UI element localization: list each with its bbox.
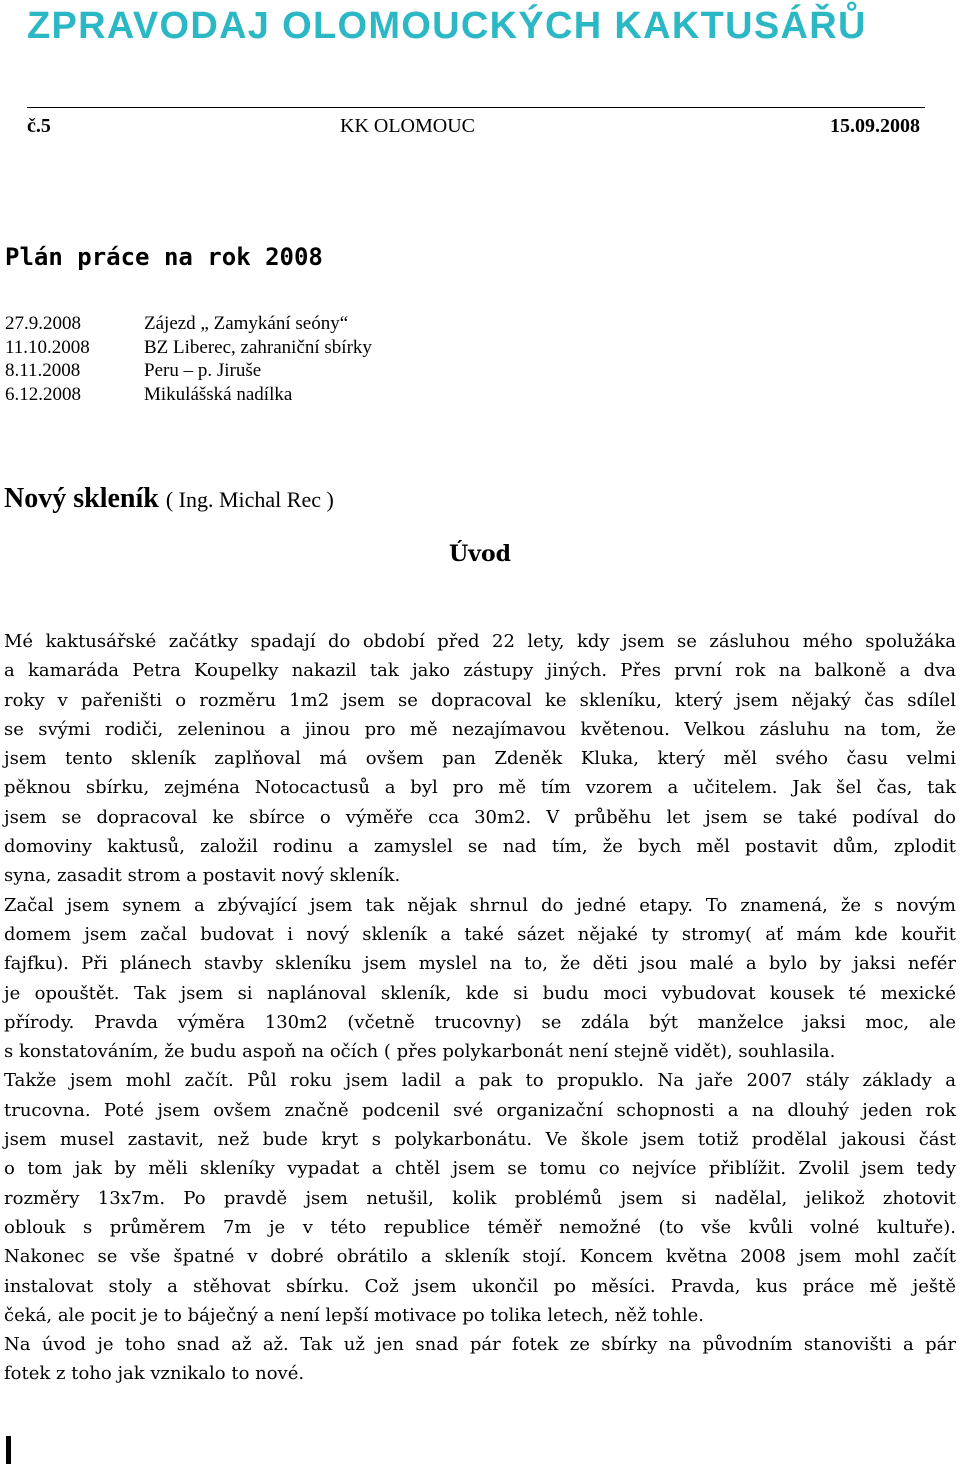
article-line: Takže jsem mohl začít. Půl roku jsem ladil a pak to propuklo. Na jaře 2007 stály základy a xyxy=(4,1070,956,1092)
article-line: domem jsem začal budovat i nový skleník a také sázet nějaké ty stromy( ať mám kde kouřit xyxy=(4,923,956,945)
event-name: BZ Liberec, zahraniční sbírky xyxy=(144,336,372,358)
article-line: instalovat stoly a stěhovat sbírku. Což jsem ukončil po měsíci. Pravda, kus práce mě ještě xyxy=(4,1275,956,1297)
article-line: přírody. Pravda výměra 130m2 (včetně trucovny) se zdála být manželce jaksi moc, ale xyxy=(4,1011,956,1033)
schedule-row xyxy=(5,336,372,360)
article-line: domoviny kaktusů, založil rodinu a zamyslel se nad tím, že bych měl postavit dům, zplodit xyxy=(4,836,956,858)
event-date: 27.9.2008 xyxy=(5,313,81,334)
event-name: Peru – p. Jiruše xyxy=(144,360,262,381)
article-paragraph xyxy=(4,627,956,891)
header-divider xyxy=(27,107,925,108)
schedule-row xyxy=(5,383,372,407)
article-line: rozměry 13x7m. Po pravdě jsem netušil, kolik problémů jsem si nadělal, jelikož zhotovit xyxy=(4,1187,956,1209)
article-body xyxy=(4,627,956,1389)
article-line: jsem musel zastavit, než bude kryt s polykarbonátu. Ve škole jsem totiž prodělal jakousi část xyxy=(4,1129,956,1151)
article-line: pěknou sbírku, zejména Notocactusů a byl pro mě tím vzorem a učitelem. Jak šel čas, tak xyxy=(4,777,956,799)
newsletter-title: ZPRAVODAJ OLOMOUCKÝCH KAKTUSÁŘŮ xyxy=(27,5,867,47)
event-name: Mikulášská nadílka xyxy=(144,383,293,405)
event-name: Zájezd „ Zamykání seóny“ xyxy=(144,313,349,334)
article-paragraph xyxy=(4,891,956,1330)
article-line: jsem se dopracoval ke sbírce o výměře cca 30m2. V průběhu let jsem se také podíval do xyxy=(4,806,956,828)
schedule-row xyxy=(5,359,372,383)
article-line: Začal jsem synem a zbývající jsem tak nějak shrnul do jedné etapy. To znamená, že s novým xyxy=(4,894,956,916)
article-line: trucovna. Poté jsem ovšem značně podcenil své organizační schopnosti a na dlouhý jeden rok xyxy=(4,1099,956,1121)
schedule-row xyxy=(5,312,372,336)
article-line: fajfku). Při plánech stavby skleníku jsem myslel na to, že děti jsou malé a bylo by jaksi nefér xyxy=(4,953,956,975)
event-schedule xyxy=(5,312,372,406)
issue-date: 15.09.2008 xyxy=(830,115,920,137)
article-line: o tom jak by měli skleníky vypadat a chtěl jsem se tomu co nejvíce přiblížit. Zvolil jsem tedy xyxy=(4,1158,956,1180)
article-line: syna, zasadit strom a postavit nový skleník. xyxy=(4,865,401,887)
event-date: 11.10.2008 xyxy=(5,336,90,358)
article-line: se svými rodiči, zeleninou a jinou pro mě nezajímavou květenou. Velkou zásluhu na tom, že xyxy=(4,718,956,740)
club-name: KK OLOMOUC xyxy=(340,115,475,137)
article-line: je opouštět. Tak jsem si naplánoval skleník, kde si budu moci vybudovat kousek té mexické xyxy=(4,982,956,1004)
event-date: 6.12.2008 xyxy=(5,383,81,405)
article-line: čeká, ale pocit je to báječný a není lepší motivace po tolika letech, něž tohle. xyxy=(4,1304,704,1326)
article-line: jsem tento skleník zaplňoval má ovšem pan Zdeněk Kluka, který měl svého času velmi xyxy=(4,748,956,770)
article-title-text: Nový skleník xyxy=(4,483,159,514)
article-line: fotek z toho jak vznikalo to nové. xyxy=(4,1363,305,1385)
article-title xyxy=(4,481,334,518)
article-line: a kamaráda Petra Koupelky nakazil tak jako zástupy jiných. Přes první rok na balkoně a dva xyxy=(4,660,956,682)
article-author: ( Ing. Michal Rec ) xyxy=(165,487,334,512)
plan-heading: Plán práce na rok 2008 xyxy=(5,243,323,271)
article-line: oblouk s průměrem 7m je v této republice téměř nemožné (to vše kvůli volné kultuře). xyxy=(4,1216,956,1238)
article-paragraph xyxy=(4,1330,956,1389)
article-line: Mé kaktusářské začátky spadají do období před 22 lety, kdy jsem se zásluhou mého spolužáka xyxy=(4,631,956,652)
article-line: s konstatováním, že budu aspoň na očích ( přes polykarbonát není stejně vidět), souhlasila. xyxy=(4,1041,836,1063)
text-cursor-mark xyxy=(6,1436,11,1464)
article-subheading: Úvod xyxy=(448,541,512,567)
issue-number: č.5 xyxy=(27,115,51,137)
article-line: Na úvod je toho snad až až. Tak už jen snad pár fotek ze sbírky na původním stanovišti a pár xyxy=(4,1334,956,1356)
article-line: roky v pařeništi o rozměru 1m2 jsem se dopracoval ke skleníku, který jsem nějaký čas sdílel xyxy=(4,689,956,711)
article-line: Nakonec se vše špatné v dobré obrátilo a skleník stojí. Koncem května 2008 jsem mohl začít xyxy=(4,1246,956,1268)
event-date: 8.11.2008 xyxy=(5,360,81,381)
